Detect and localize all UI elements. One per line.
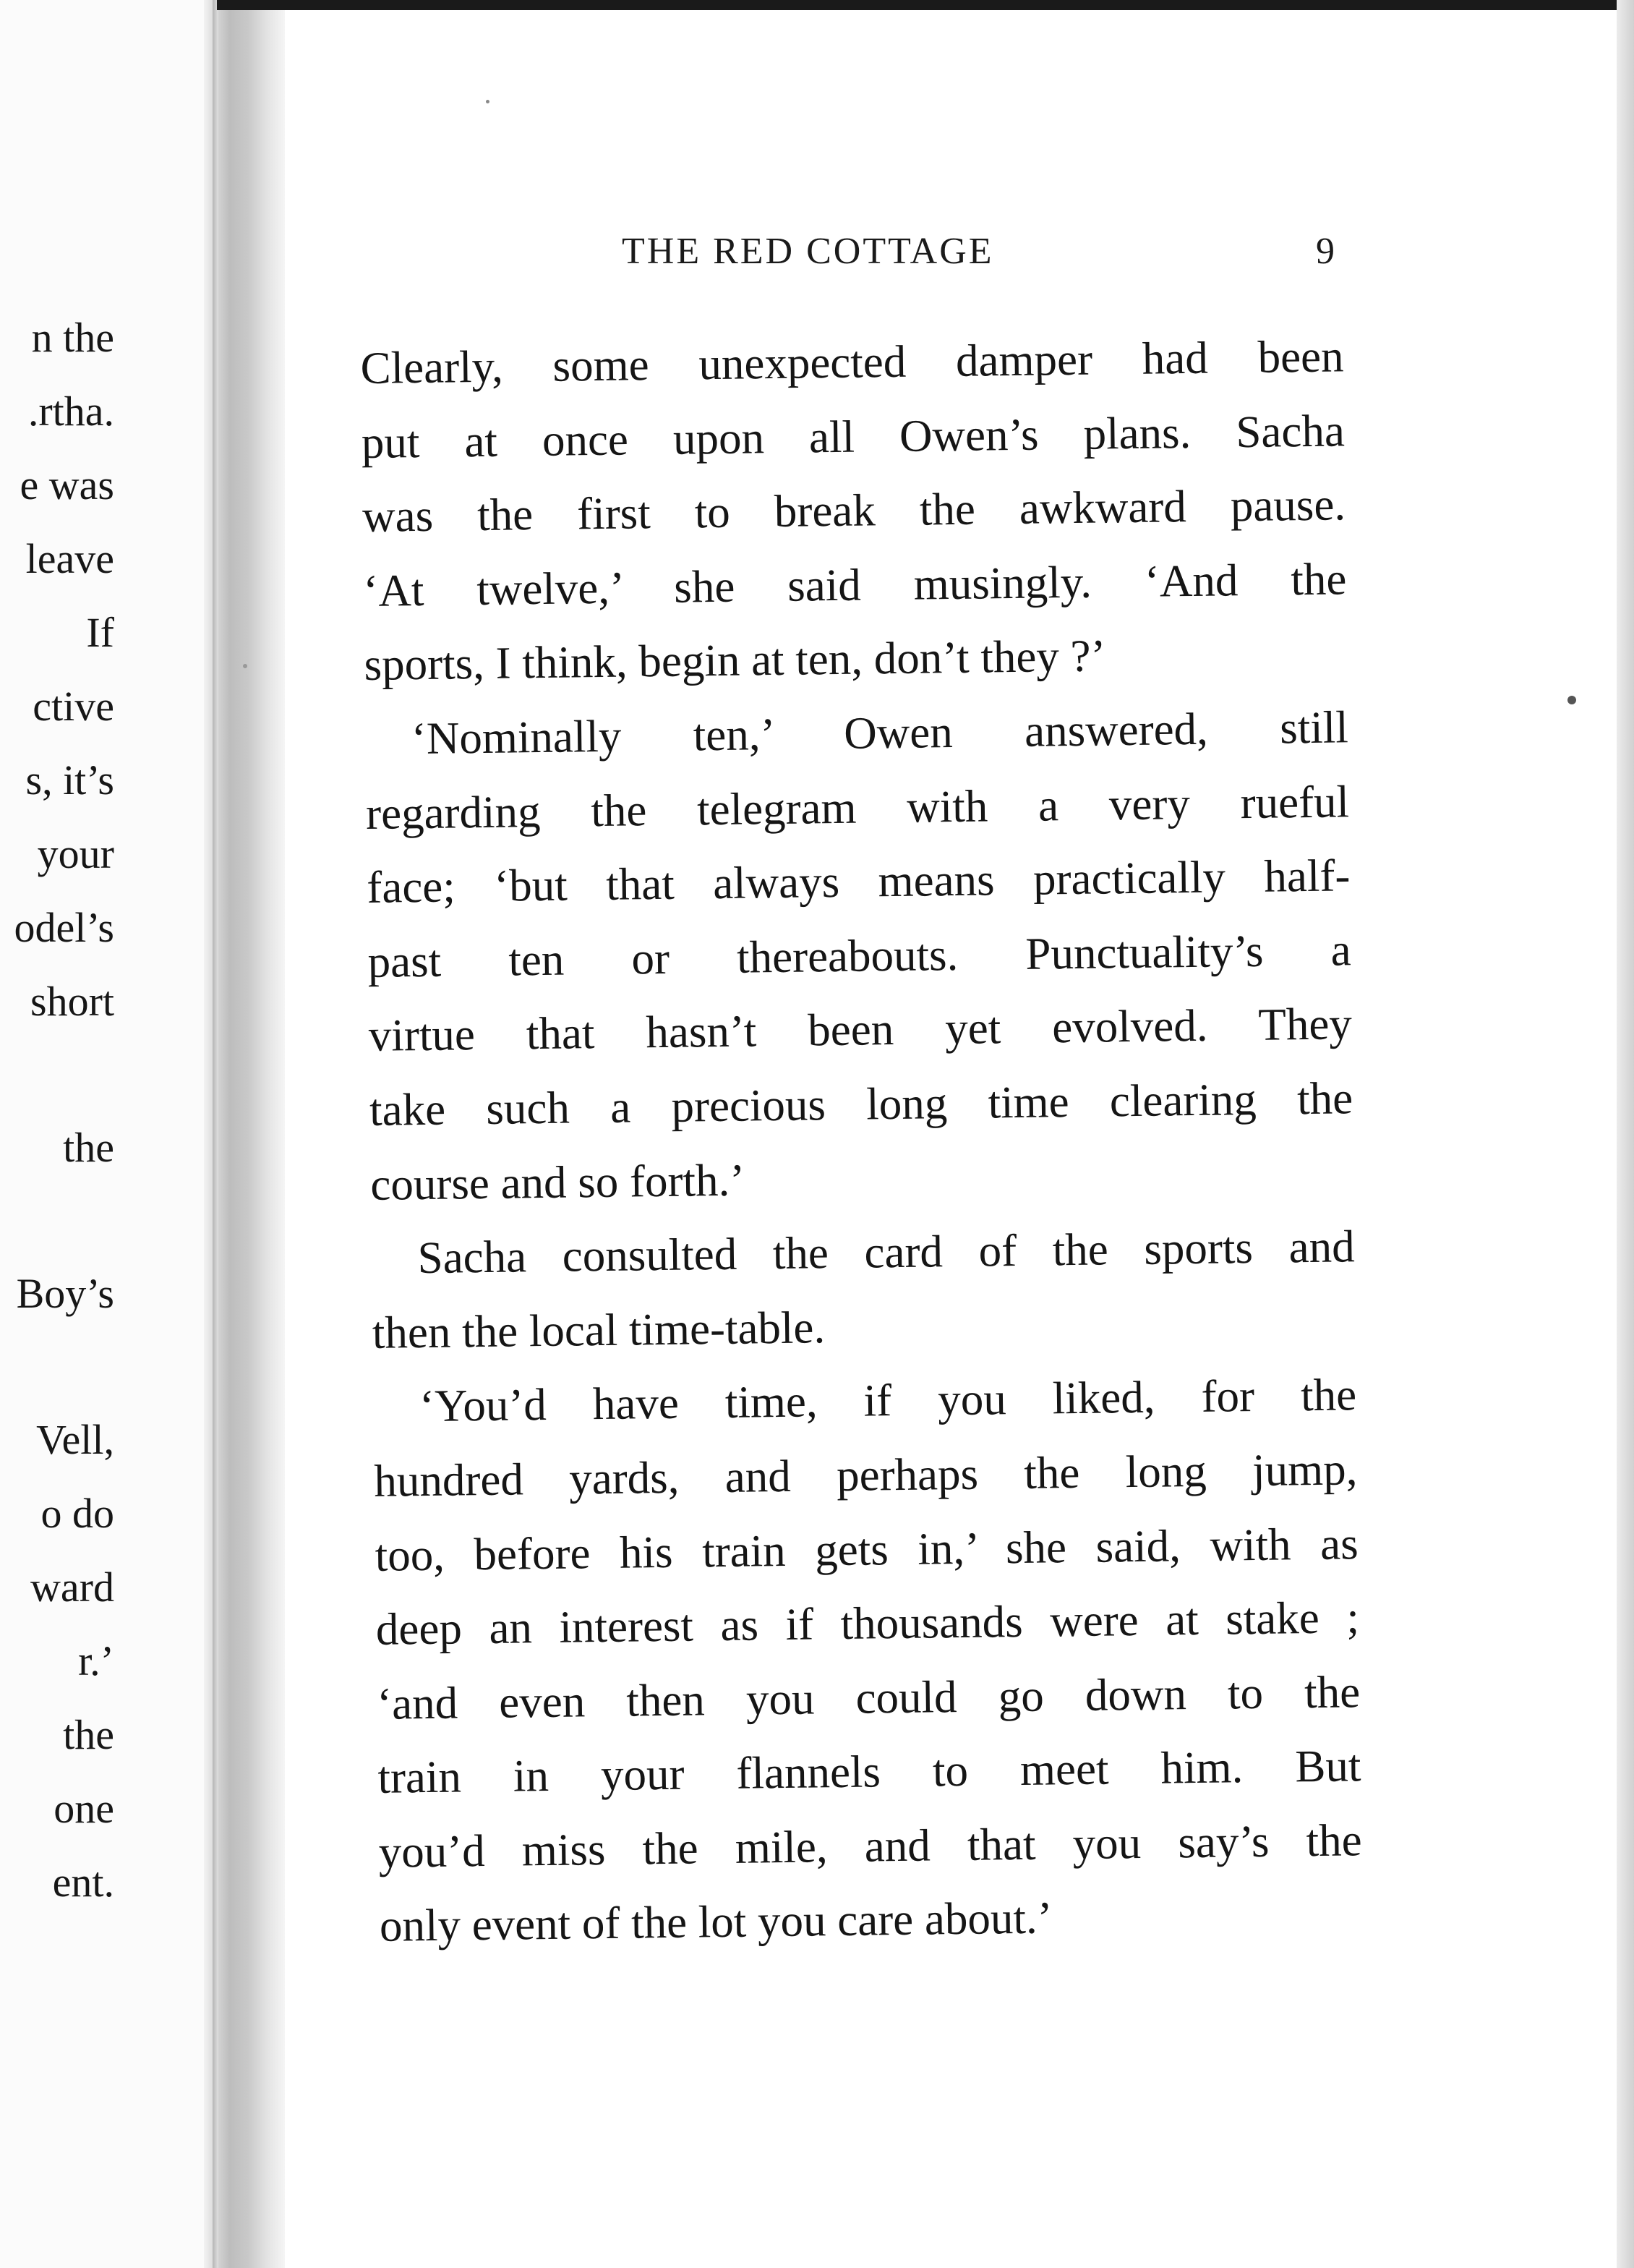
scan-right-border xyxy=(1617,0,1634,2268)
left-page-line: leave xyxy=(25,535,114,582)
text-line: Clearly, some unexpected damper had been xyxy=(360,331,1344,393)
left-page-line: the xyxy=(63,1711,114,1758)
text-line: ‘You’d have time, if you liked, for the xyxy=(419,1369,1357,1432)
text-line: past ten or thereabouts. Punctuality’s a xyxy=(367,924,1351,987)
text-line: ‘and even then you could go down to the xyxy=(376,1666,1361,1729)
running-title: THE RED COTTAGE xyxy=(622,231,994,272)
left-page-line: odel’s xyxy=(14,904,114,951)
left-page-line: short xyxy=(30,978,114,1025)
text-line: you’d miss the mile, and that you say’s the xyxy=(378,1815,1363,1877)
text-line: regarding the telegram with a very rueful xyxy=(365,775,1350,839)
text-line: train in your flannels to meet him. But xyxy=(377,1740,1361,1804)
text-line: ‘Nominally ten,’ Owen answered, still xyxy=(411,702,1349,764)
left-page-line: one xyxy=(54,1785,114,1832)
text-line: put at once upon all Owen’s plans. Sacha xyxy=(361,404,1346,468)
left-page-line: Boy’s xyxy=(16,1270,114,1317)
left-page xyxy=(0,0,215,2268)
text-line: was the first to break the awkward pause. xyxy=(362,479,1346,542)
text-line: too, before his train gets in,’ she said, with as xyxy=(375,1517,1359,1581)
scan-speck xyxy=(486,100,489,103)
text-line: virtue that hasn’t been yet evolved. They xyxy=(368,998,1353,1062)
left-page-line: the xyxy=(63,1124,114,1171)
left-page-line: ctive xyxy=(33,683,114,730)
text-line: only event of the lot you care about.’ xyxy=(379,1892,1053,1952)
left-page-line: e was xyxy=(20,461,114,508)
text-line: course and so forth.’ xyxy=(369,1154,745,1210)
scan-top-border xyxy=(217,0,1634,10)
page-number: 9 xyxy=(1316,231,1335,272)
text-line: sports, I think, begin at ten, don’t they ?’ xyxy=(364,630,1106,691)
scan-speck xyxy=(243,664,247,668)
left-page-line: s, it’s xyxy=(25,756,114,803)
text-line: deep an interest as if thousands were at stake ; xyxy=(375,1592,1360,1655)
left-page-line: Vell, xyxy=(36,1416,114,1463)
text-line: ‘At twelve,’ she said musingly. ‘And the xyxy=(362,553,1347,616)
scan-speck xyxy=(1567,696,1576,704)
gutter-edge xyxy=(213,0,218,2268)
left-page-line: ent. xyxy=(52,1859,114,1906)
text-line: Sacha consulted the card of the sports and xyxy=(417,1221,1355,1284)
body-text xyxy=(360,319,1363,1964)
text-line: then the local time-table. xyxy=(372,1301,826,1358)
text-line: hundred yards, and perhaps the long jump, xyxy=(373,1444,1358,1506)
left-page-line: If xyxy=(86,609,114,656)
left-page-line: n the xyxy=(31,314,114,361)
left-page-line: .rtha. xyxy=(27,388,114,435)
left-page-line: ward xyxy=(30,1564,114,1611)
left-page-line: o do xyxy=(40,1490,114,1537)
left-page-line: your xyxy=(37,830,114,877)
left-page-line: r.’ xyxy=(78,1637,114,1684)
text-line: take such a precious long time clearing the xyxy=(369,1073,1353,1135)
text-line: face; ‘but that always means practically half- xyxy=(366,850,1351,913)
